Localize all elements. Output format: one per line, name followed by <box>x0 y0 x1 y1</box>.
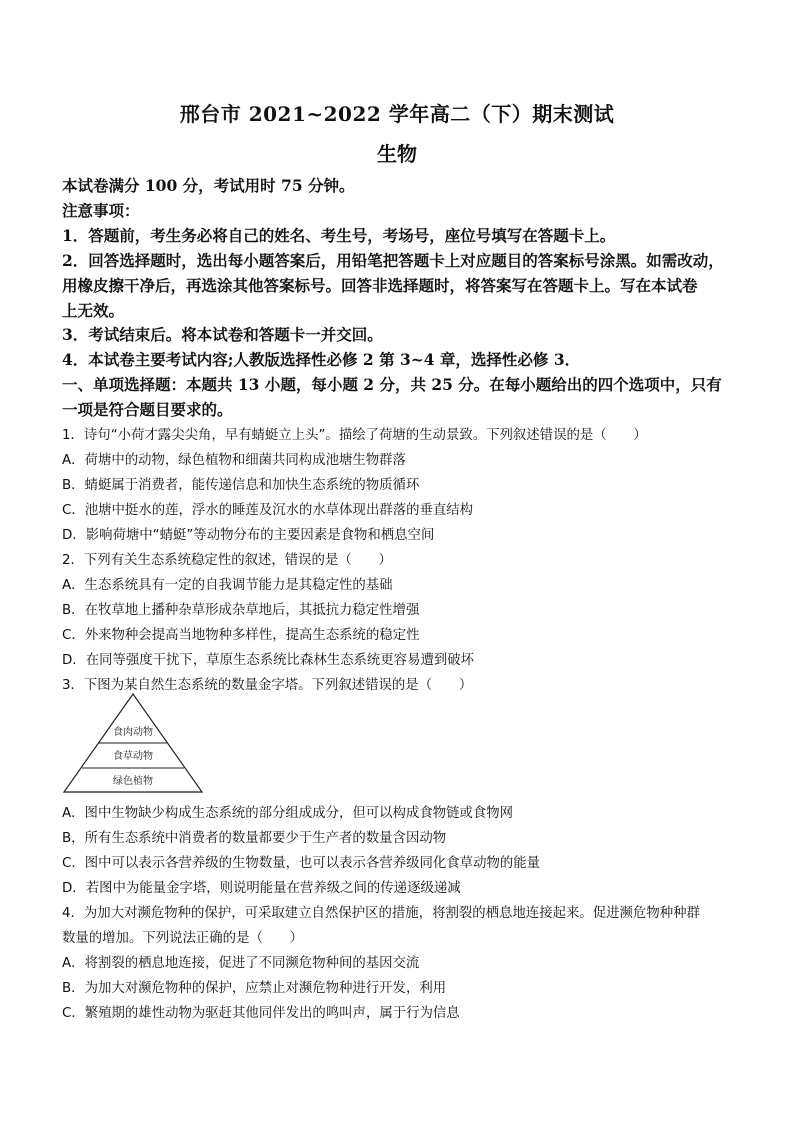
q2-option-c: C．外来物种会提高当地物种多样性，提高生态系统的稳定性 <box>62 628 420 643</box>
q1-option-a: A．荷塘中的动物，绿色植物和细菌共同构成池塘生物群落 <box>62 453 406 468</box>
note-2-end: 上无效。 <box>62 301 125 320</box>
q4-stem: 4．为加大对濒危物种的保护，可采取建立自然保护区的措施，将割裂的栖息地连接起来。促进濒危物种种群 <box>62 906 700 921</box>
q1-stem: 1．诗句“小荷才露尖尖角，早有蜻蜓立上头”。描绘了荷塘的生动景致。下列叙述错误的是（ ） <box>62 428 647 443</box>
q1-option-c: C．池塘中挺水的莲，浮水的睡莲及沉水的水草体现出群落的垂直结构 <box>62 503 474 518</box>
subject-title: 生物 <box>377 142 417 166</box>
note-2-cont: 用橡皮擦干净后，再选涂其他答案标号。回答非选择题时，将答案写在答题卡上。写在本试卷 <box>62 276 698 295</box>
q3-option-c: C．图中可以表示各营养级的生物数量，也可以表示各营养级同化食草动物的能量 <box>62 856 541 871</box>
q3-option-a: A．图中生物缺少构成生态系统的部分组成成分，但可以构成食物链或食物网 <box>62 806 514 821</box>
note-1: 1．答题前，考生务必将自己的姓名、考生号，考场号，座位号填写在答题卡上。 <box>62 226 616 245</box>
q4-option-a: A．将割裂的栖息地连接，促进了不同濒危物种间的基因交流 <box>62 956 420 971</box>
number-pyramid-diagram <box>62 692 204 796</box>
q1-option-b: B．蜻蜓属于消费者，能传递信息和加快生态系统的物质循环 <box>62 478 420 493</box>
q4-option-b: B．为加大对濒危物种的保护，应禁止对濒危物种进行开发，利用 <box>62 981 447 996</box>
note-2: 2．回答选择题时，选出每小题答案后，用铅笔把答题卡上对应题目的答案标号涂黑。如需改动， <box>62 251 724 270</box>
q4-option-c: C．繁殖期的雄性动物为驱赶其他同伴发出的鸣叫声，属于行为信息 <box>62 1006 460 1021</box>
q3-option-d: D．若图中为能量金字塔，则说明能量在营养级之间的传递逐级递减 <box>62 881 461 896</box>
note-4: 4．本试卷主要考试内容;人教版选择性必修 2 第 3~4 章，选择性必修 3． <box>62 350 581 369</box>
q2-option-a: A．生态系统具有一定的自我调节能力是其稳定性的基础 <box>62 578 393 593</box>
section-heading: 一、单项选择题：本题共 13 小题，每小题 2 分，共 25 分。在每小题给出的四个选项中，只有 <box>62 375 722 394</box>
q3-option-b: B，所有生态系统中消费者的数量都要少于生产者的数量含因动物 <box>62 831 447 846</box>
score-line: 本试卷满分 100 分，考试用时 75 分钟。 <box>62 176 355 195</box>
pyramid-middle-label: 食草动物 <box>113 751 153 762</box>
section-heading-cont: 一项是符合题目要求的。 <box>62 400 233 419</box>
q2-option-d: D．在同等强度干扰下，草原生态系统比森林生态系统更容易遭到破坏 <box>62 653 475 668</box>
notes-title: 注意事项： <box>62 201 140 220</box>
q1-option-d: D．影响荷塘中“蜻蜓”等动物分布的主要因素是食物和栖息空间 <box>62 528 435 543</box>
exam-title: 邢台市 2021~2022 学年高二（下）期末测试 <box>179 102 615 126</box>
q2-stem: 2．下列有关生态系统稳定性的叙述，错误的是（ ） <box>62 553 392 568</box>
pyramid-bottom-label: 绿色植物 <box>113 776 153 787</box>
note-3: 3．考试结束后。将本试卷和答题卡一并交回。 <box>62 325 383 344</box>
pyramid-top-label: 食肉动物 <box>113 727 153 738</box>
q2-option-b: B．在牧草地上播种杂草形成杂草地后，其抵抗力稳定性增强 <box>62 603 420 618</box>
q4-stem-cont: 数量的增加。下列说法正确的是（ ） <box>62 931 304 946</box>
q3-stem: 3．下图为某自然生态系统的数量金字塔。下列叙述错误的是（ ） <box>62 678 473 693</box>
